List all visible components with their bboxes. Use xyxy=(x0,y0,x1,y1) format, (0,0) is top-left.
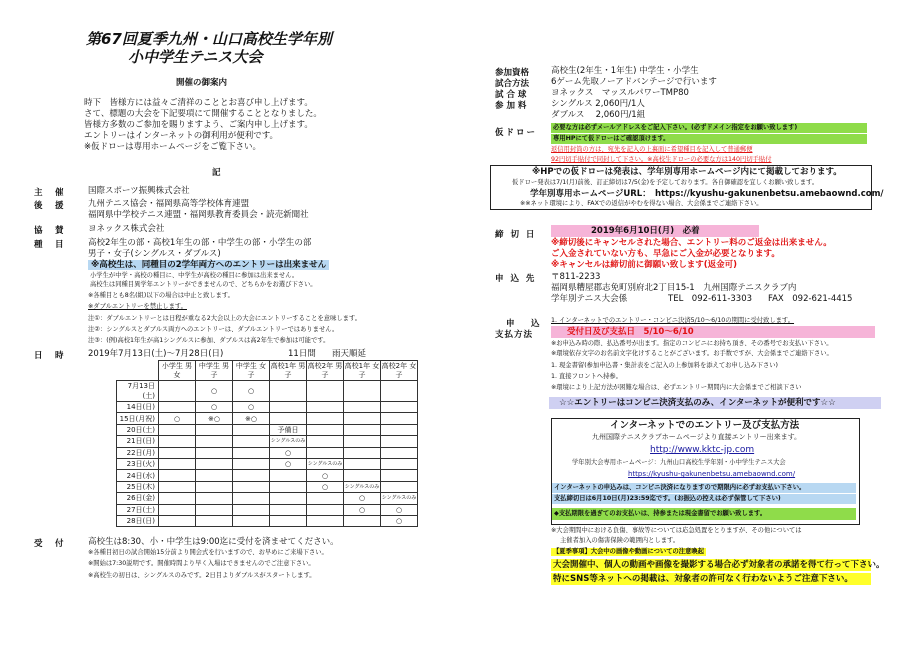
schedule-cell xyxy=(307,436,344,447)
reception-line: 高校生は8:30、小・中学生は9:00迄に受付を済ませてください。 xyxy=(88,537,339,547)
schedule-row xyxy=(117,381,418,402)
hp-url-line: 学年別専用ホームページURL： https://kyushu-gakunenbetsu.amebaownd.com/ xyxy=(530,189,884,199)
schedule-cell xyxy=(381,436,418,447)
events-note: ※ダブルエントリーを禁止します。 xyxy=(88,303,187,310)
deadline-value: 2019年6月10日(月) 必着 xyxy=(551,225,759,237)
hp-note-3: ※※ネット環境により、FAXでの返信がやむを得ない場合、大会係までご連絡下さい。 xyxy=(520,200,763,207)
notice-title: 【夏季事項】大会中の画像や動画についての注意喚起 xyxy=(553,548,704,555)
schedule-col-header: 高校1年 男子 xyxy=(270,361,306,379)
schedule-cell xyxy=(344,381,381,402)
schedule-cell: ○ xyxy=(270,458,307,469)
schedule-cell xyxy=(159,470,196,481)
reception-note: ※開始は7:30説明です。開催時間より早く入場はできませんのでご注意下さい。 xyxy=(88,560,315,567)
footer-note: ※大会期間中における負傷、事故等については応急処置をとりますが、その他については xyxy=(551,527,802,534)
apply-label: 申 込 先 xyxy=(495,274,537,284)
schedule-cell: ○ xyxy=(344,504,381,515)
events-note: 注③：(例)高校1年生が高1シングルスに参加、ダブルスは高2年生で参加は可能です。 xyxy=(88,337,330,344)
schedule-cell xyxy=(344,447,381,458)
schedule-cell xyxy=(307,447,344,458)
events-label: 種 目 xyxy=(34,240,66,250)
schedule-date: 7月13日(土) xyxy=(117,381,159,402)
schedule-cell xyxy=(270,493,307,504)
schedule-col-header: 高校2年 男子 xyxy=(307,361,343,379)
schedule-cell: ○ xyxy=(159,413,196,424)
schedule-row xyxy=(117,493,418,504)
notice-line: 大会開催中、個人の動画や画像を撮影する場合必ず対象者の承諾を得て行って下さい。 xyxy=(553,560,885,570)
schedule-cell xyxy=(344,436,381,447)
schedule-cell xyxy=(159,436,196,447)
schedule-period: 2019年7月13日(土)～7月28日(日) xyxy=(88,349,224,359)
draw-note: 92円切手貼付で同封して下さい。※高校生ドローの必要な方は140円切手貼付 xyxy=(551,156,772,163)
page-subtitle: 開催の御案内 xyxy=(176,78,228,88)
schedule-cell xyxy=(159,458,196,469)
schedule-table xyxy=(116,360,418,527)
schedule-date: 23日(火) xyxy=(117,458,159,469)
schedule-cell xyxy=(381,413,418,424)
apply-fax: FAX 092-621-4415 xyxy=(768,294,853,304)
internet-green-note: ◆支払期限を過ぎてのお支払いは、持参または現金書留でお願い致します。 xyxy=(552,508,856,520)
page-title-line2: 小中学生テニス大会 xyxy=(128,48,263,66)
shikaku-value: 高校生(2年生・1年生) 中学生・小学生 xyxy=(551,66,699,76)
schedule-cell xyxy=(196,436,233,447)
schedule-cell: ○ xyxy=(307,470,344,481)
schedule-cell: ※○ xyxy=(196,413,233,424)
schedule-cell xyxy=(196,424,233,435)
schedule-cell xyxy=(270,402,307,413)
ki-heading: 記 xyxy=(212,168,221,178)
schedule-cell: ○ xyxy=(381,515,418,526)
schedule-cell xyxy=(381,458,418,469)
schedule-corner xyxy=(117,361,159,381)
schedule-cell xyxy=(196,458,233,469)
shusai-label: 主 催 xyxy=(34,188,66,198)
schedule-row xyxy=(117,447,418,458)
deadline-note: ※締切後にキャンセルされた場合、エントリー料のご返金は出来ません。 xyxy=(551,238,832,248)
deadline-label: 締 切 日 xyxy=(495,230,537,240)
shikaku-label: 参加資格 xyxy=(495,68,530,78)
schedule-cell: ○ xyxy=(307,481,344,492)
schedule-row xyxy=(117,481,418,492)
page-title-line1: 第67回夏季九州・山口高校生学年別 xyxy=(86,30,332,48)
intro-line: エントリーはインターネットの御利用が便利です。 xyxy=(84,131,279,141)
schedule-cell xyxy=(233,447,270,458)
schedule-cell xyxy=(196,493,233,504)
schedule-cell xyxy=(307,413,344,424)
draw-green-1: 必要な方は必ずメールアドレスをご記入下さい。(必ずドメイン指定をお願い致します) xyxy=(551,123,867,133)
schedule-cell xyxy=(233,481,270,492)
schedule-cell xyxy=(233,515,270,526)
schedule-cell xyxy=(233,504,270,515)
deadline-note: ※キャンセルは締切前に御願い致します(返金可) xyxy=(551,260,738,270)
events-highlight: ※高校生は、同種目の2学年両方へのエントリーは出来ません xyxy=(88,260,329,270)
apply-tel: TEL 092-611-3303 xyxy=(668,294,753,304)
schedule-cell: ○ xyxy=(344,493,381,504)
schedule-cell xyxy=(344,458,381,469)
intro-line: 時下 皆様方には益々ご清祥のこととお喜び申し上げます。 xyxy=(84,98,313,108)
internet-blue-note: 支払締切日は6月10日(月)23:59迄です。(お振込の控えは必ず保管して下さい) xyxy=(552,494,856,504)
schedule-row xyxy=(117,515,418,526)
schedule-label: 日 時 xyxy=(34,351,66,361)
schedule-row xyxy=(117,413,418,424)
pay-period: 受付日及び支払日 5/10～6/10 xyxy=(551,326,875,338)
fee-double: ダブルス 2,060円/1組 xyxy=(551,110,646,120)
schedule-cell xyxy=(344,424,381,435)
schedule-cell: ○ xyxy=(196,381,233,402)
internet-blue-note: インターネットの申込みは、コンビニ決済になりますので期限内に必ずお支払い下さい。 xyxy=(552,483,856,493)
schedule-cell xyxy=(381,481,418,492)
schedule-cell xyxy=(307,493,344,504)
schedule-date: 24日(水) xyxy=(117,470,159,481)
schedule-date: 21日(日) xyxy=(117,436,159,447)
schedule-cell xyxy=(196,470,233,481)
koen-value-1: 九州テニス協会・福岡県高等学校体育連盟 xyxy=(88,199,250,209)
schedule-cell xyxy=(196,447,233,458)
reception-note: ※高校生の初日は、シングルスのみです。2日目よりダブルスがスタートします。 xyxy=(88,572,316,579)
schedule-col-header: 高校2年 女子 xyxy=(381,361,417,379)
schedule-cell xyxy=(270,413,307,424)
pay-note: ※お申込み時の際、払込番号が出ます。指定のコンビニにお持ち頂き、その番号でお支払い下さい。 xyxy=(551,340,833,347)
kyosan-value: ヨネックス株式会社 xyxy=(88,224,165,234)
schedule-row xyxy=(117,470,418,481)
schedule-cell xyxy=(159,515,196,526)
schedule-cell: シングルスのみ xyxy=(381,493,418,504)
schedule-cell xyxy=(344,515,381,526)
schedule-cell xyxy=(196,504,233,515)
pay-label-1: 申 込 xyxy=(506,319,544,329)
internet-box-line: 九州国際テニスクラブホームページより直接エントリー出来ます。 xyxy=(592,433,802,441)
pay-internet: 1. インターネットでのエントリー・コンビニ決済5/10～6/10の期間に受付致します。 xyxy=(551,317,795,324)
schedule-cell xyxy=(344,402,381,413)
schedule-row xyxy=(117,402,418,413)
notice-line: 特にSNS等ネットへの掲載は、対象者の許可なく行わないようご注意下さい。 xyxy=(551,573,871,585)
schedule-cell xyxy=(159,402,196,413)
schedule-cell xyxy=(344,470,381,481)
schedule-cell xyxy=(233,424,270,435)
events-note: 注①：ダブルエントリーとは日程が重なる2大会以上の大会にエントリーすることを意味します。 xyxy=(88,315,362,322)
schedule-cell xyxy=(307,515,344,526)
reception-note: ※各種目初日の試合開始15分前より開会式を行いますので、お早めにご来場下さい。 xyxy=(88,549,328,556)
events-line2: 男子・女子(シングルス・ダブルス) xyxy=(88,249,221,259)
schedule-cell: ○ xyxy=(196,402,233,413)
intro-line: ※仮ドローは専用ホームページをご覧下さい。 xyxy=(84,142,261,152)
hp-note: ※HPでの仮ドローは発表は、学年別専用ホームページ内にて掲載しております。 xyxy=(532,167,842,177)
schedule-cell xyxy=(159,381,196,402)
schedule-col-header: 中学生 女子 xyxy=(233,361,270,381)
schedule-date: 15日(月祝) xyxy=(117,413,159,424)
schedule-cell xyxy=(344,413,381,424)
schedule-cell xyxy=(159,504,196,515)
schedule-date: 27日(土) xyxy=(117,504,159,515)
events-note: 高校生は同種目異学年エントリーができませんので、どちらかをお選び下さい。 xyxy=(90,281,317,288)
schedule-days: 11日間 xyxy=(288,349,316,359)
fee-label: 参 加 料 xyxy=(495,101,527,111)
draw-label: 仮ドロー xyxy=(495,128,538,138)
schedule-cell xyxy=(381,402,418,413)
schedule-cell xyxy=(233,436,270,447)
schedule-date: 14日(日) xyxy=(117,402,159,413)
footer-note: 主催者加入の傷害保険の範囲内とします。 xyxy=(560,537,680,544)
schedule-cell xyxy=(159,424,196,435)
schedule-rain: 雨天順延 xyxy=(332,349,367,359)
schedule-cell xyxy=(307,381,344,402)
internet-box-line: 学年別大会専用ホームページ：九州山口高校生学年別・小中学生テニス大会 xyxy=(572,459,786,466)
shusai-value: 国際スポーツ振興株式会社 xyxy=(88,186,190,196)
draw-green-2: 専用HPにて仮ドローはご確認頂けます。 xyxy=(551,134,867,144)
pay-note: ※環境依存文字のお名前文字化けすることがございます。お手数ですが、大会係までご連絡下さい。 xyxy=(551,350,833,357)
schedule-cell xyxy=(270,504,307,515)
schedule-row xyxy=(117,504,418,515)
schedule-cell: シングルスのみ xyxy=(344,481,381,492)
fee-single: シングルス 2,060円/1人 xyxy=(551,99,645,109)
schedule-cell xyxy=(381,381,418,402)
schedule-cell xyxy=(270,481,307,492)
schedule-date: 22日(月) xyxy=(117,447,159,458)
kktc-link[interactable]: http://www.kktc-jp.com xyxy=(650,445,755,455)
schedule-cell xyxy=(159,447,196,458)
hp-note-2: 仮ドロー発表は7/1(月)前後、訂正締切は7/5(金)を予定しております。各自御確認を宜しくお願い致します。 xyxy=(512,179,819,186)
events-note: ※各種目とも8名(組)以下の場合は中止と致します。 xyxy=(88,292,234,299)
apply-org: 学年別テニス大会係 xyxy=(551,294,628,304)
schedule-row xyxy=(117,436,418,447)
schedule-cell: シングルスのみ xyxy=(307,458,344,469)
keishiki-value: 6ゲーム先取ノーアドバンテージで行います xyxy=(551,77,717,87)
amebaownd-link[interactable]: https://kyushu-gakunenbetsu.amebaownd.com/ xyxy=(628,470,796,478)
deadline-note: ご入金されていない方も、早急にご入金が必要となります。 xyxy=(551,249,780,259)
schedule-cell xyxy=(196,515,233,526)
schedule-date: 25日(木) xyxy=(117,481,159,492)
schedule-cell xyxy=(307,402,344,413)
pay-label-2: 支払方法 xyxy=(495,330,534,340)
schedule-cell xyxy=(307,504,344,515)
schedule-header-row xyxy=(117,361,418,381)
schedule-cell: ○ xyxy=(270,447,307,458)
intro-line: 皆様方多数のご参加を賜りますよう、ご案内申し上げます。 xyxy=(84,120,313,130)
pay-note: ※環境により上記方法が困難な場合は、必ずエントリー期間内に大会係までご相談下さい xyxy=(551,384,802,391)
events-note: 小学生が中学・高校の種目に、中学生が高校の種目に参加は出来ません。 xyxy=(90,272,299,279)
schedule-cell xyxy=(270,470,307,481)
schedule-date: 28日(日) xyxy=(117,515,159,526)
schedule-date: 26日(金) xyxy=(117,493,159,504)
schedule-cell: シングルスのみ xyxy=(270,436,307,447)
pay-cash: 1. 現金書留(参加申込書・集計表をご記入の上参加料を添えてお申し込み下さい) xyxy=(551,362,779,369)
events-line1: 高校2年生の部・高校1年生の部・中学生の部・小学生の部 xyxy=(88,238,312,248)
pay-front: 1. 直接フロントへ持参。 xyxy=(551,373,622,380)
schedule-cell xyxy=(233,493,270,504)
schedule-cell xyxy=(307,424,344,435)
schedule-col-header: 小学生 男女 xyxy=(159,361,196,381)
schedule-row xyxy=(117,458,418,469)
schedule-cell xyxy=(270,381,307,402)
intro-line: さて、標題の大会を下記要項にて開催することとなりました。 xyxy=(84,109,322,119)
convenience-banner: ☆☆エントリーはコンビニ決済支払のみ、インターネットが便利です☆☆ xyxy=(549,397,881,409)
koen-value-2: 福岡県中学校テニス連盟・福岡県教育委員会・読売新聞社 xyxy=(88,210,309,220)
schedule-cell xyxy=(233,470,270,481)
keishiki-label: 試合方法 xyxy=(495,79,530,89)
schedule-cell xyxy=(381,470,418,481)
events-note: 注②：シングルスとダブルス両方へのエントリーは、ダブルエントリーではありません。 xyxy=(88,326,339,333)
koen-label: 後 援 xyxy=(34,201,66,211)
reception-label: 受 付 xyxy=(34,539,66,549)
schedule-cell xyxy=(381,447,418,458)
schedule-date: 20日(土) xyxy=(117,424,159,435)
schedule-cell xyxy=(270,515,307,526)
schedule-col-header: 高校1年 女子 xyxy=(344,361,380,379)
schedule-row xyxy=(117,424,418,435)
schedule-cell xyxy=(233,458,270,469)
ball-label: 試 合 球 xyxy=(495,90,527,100)
schedule-cell xyxy=(159,481,196,492)
ball-value: ヨネックス マッスルパワーTMP80 xyxy=(551,88,689,98)
schedule-cell: ※○ xyxy=(233,413,270,424)
apply-zip: 〒811-2233 xyxy=(551,272,601,282)
internet-box-title: インターネットでのエントリー及び支払方法 xyxy=(610,420,800,431)
schedule-cell xyxy=(196,481,233,492)
schedule-cell: 予備日 xyxy=(270,424,307,435)
draw-note: 返信用封筒の方は、宛先を記入の上裏面に希望種目を記入して普通郵便 xyxy=(551,146,753,153)
schedule-cell: ○ xyxy=(381,504,418,515)
kyosan-label: 協 賛 xyxy=(34,226,66,236)
apply-address: 福岡県糟屋郡志免町別府北2丁目15-1 九州国際テニスクラブ内 xyxy=(551,283,797,293)
schedule-cell: ○ xyxy=(233,402,270,413)
schedule-cell xyxy=(381,424,418,435)
schedule-cell: ○ xyxy=(233,381,270,402)
schedule-cell xyxy=(159,493,196,504)
schedule-col-header: 中学生 男子 xyxy=(196,361,233,381)
